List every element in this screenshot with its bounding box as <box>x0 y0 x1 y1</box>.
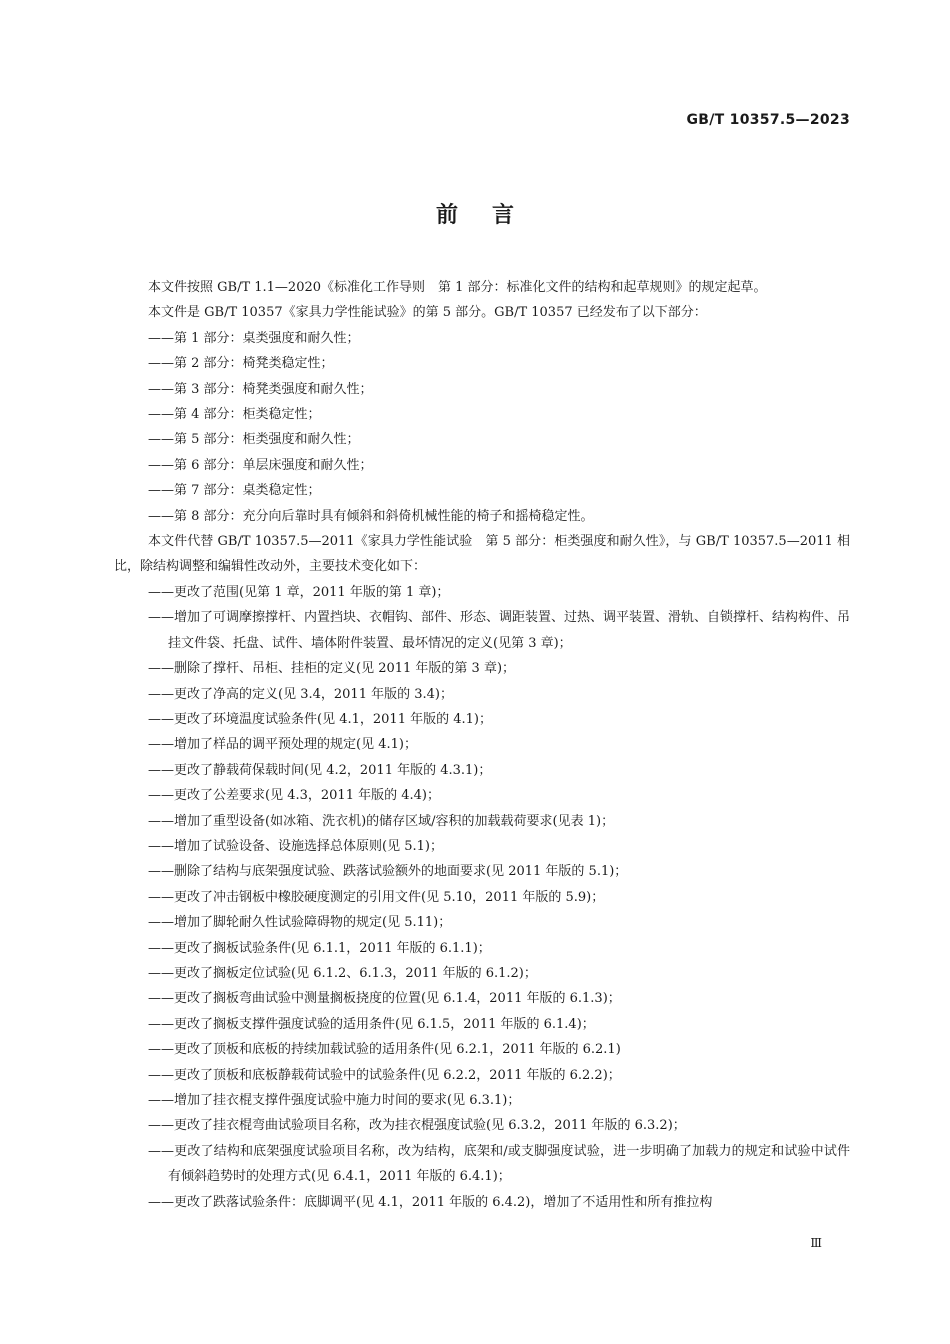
list-item: ——第 2 部分：椅凳类稳定性； <box>148 356 334 372</box>
paragraph-drafting-rules: 本文件按照 GB/T 1.1—2020《标准化工作导则 第 1 部分：标准化文件的结构和起草规则》的规定起草。 <box>148 280 767 295</box>
list-item: ——第 6 部分：单层床强度和耐久性； <box>148 457 373 473</box>
list-item: ——增加了脚轮耐久性试验障碍物的规定(见 5.11)； <box>148 915 452 931</box>
list-item: ——删除了撑杆、吊柜、挂柜的定义(见 2011 年版的第 3 章)； <box>148 661 516 677</box>
list-item: ——增加了挂衣棍支撑件强度试验中施力时间的要求(见 6.3.1)； <box>148 1093 521 1108</box>
list-item: ——更改了环境温度试验条件(见 4.1，2011 年版的 4.1)； <box>148 711 492 727</box>
list-item: ——更改了顶板和底板的持续加载试验的适用条件(见 6.2.1，2011 年版的 6.2.1) <box>148 1042 621 1058</box>
parts-list <box>114 326 850 529</box>
list-item: ——更改了静载荷保载时间(见 4.2，2011 年版的 4.3.1)； <box>148 762 492 778</box>
document-body <box>114 275 850 1215</box>
list-item: ——第 5 部分：柜类强度和耐久性； <box>148 432 360 448</box>
list-item: ——更改了跌落试验条件：底脚调平(见 4.1，2011 年版的 6.4.2)，增加了不适用性和所有推拉构 <box>148 1194 713 1210</box>
list-item: ——更改了范围(见第 1 章，2011 年版的第 1 章)； <box>148 584 450 600</box>
list-item: ——第 4 部分：柜类稳定性； <box>148 407 321 423</box>
list-item: ——增加了重型设备(如冰箱、洗衣机)的储存区域/容积的加载载荷要求(见表 1)； <box>148 813 615 829</box>
page-title: 前言 <box>435 203 548 228</box>
changes-list <box>114 580 850 1215</box>
list-item: ——增加了样品的调平预处理的规定(见 4.1)； <box>148 737 417 753</box>
list-item: ——更改了净高的定义(见 3.4，2011 年版的 3.4)； <box>148 686 453 702</box>
list-item: ——更改了挂衣棍弯曲试验项目名称，改为挂衣棍强度试验(见 6.3.2，2011 年版的 6.3.2)； <box>148 1118 686 1134</box>
standard-number: GB/T 10357.5—2023 <box>686 112 850 128</box>
list-item: ——更改了搁板弯曲试验中测量搁板挠度的位置(见 6.1.4，2011 年版的 6.1.3)； <box>148 991 621 1007</box>
list-item: ——更改了搁板定位试验(见 6.1.2、6.1.3，2011 年版的 6.1.2)； <box>148 965 537 981</box>
list-item: ——增加了试验设备、设施选择总体原则(见 5.1)； <box>148 838 443 854</box>
paragraph-replacement: 本文件代替 GB/T 10357.5—2011《家具力学性能试验 第 5 部分：柜类强度和耐久性》，与 GB/T 10357.5—2011 相比，除结构调整和编辑性改动外，主要技术变化如下： <box>114 534 850 575</box>
list-item: ——第 1 部分：桌类强度和耐久性； <box>148 330 360 346</box>
page-number: Ⅲ <box>810 1236 822 1250</box>
paragraph-series-intro: 本文件是 GB/T 10357《家具力学性能试验》的第 5 部分。GB/T 10357 已经发布了以下部分： <box>148 305 707 321</box>
list-item: ——更改了顶板和底板静载荷试验中的试验条件(见 6.2.2，2011 年版的 6.2.2)； <box>148 1067 621 1083</box>
list-item: ——第 3 部分：椅凳类强度和耐久性； <box>148 381 373 397</box>
list-item: ——增加了可调摩擦撑杆、内置挡块、衣帽钩、部件、形态、调距装置、过热、调平装置、滑轨、自锁撑杆、结构构件、吊挂文件袋、托盘、试件、墙体附件装置、最坏情况的定义(见第 3 章)； <box>148 610 851 651</box>
list-item: ——更改了冲击钢板中橡胶硬度测定的引用文件(见 5.10，2011 年版的 5.9)； <box>148 889 605 905</box>
list-item: ——更改了结构和底架强度试验项目名称，改为结构，底架和/或支脚强度试验，进一步明确了加载力的规定和试验中试件有倾斜趋势时的处理方式(见 6.4.1，2011 年版的 6.4.1)； <box>148 1143 850 1185</box>
list-item: ——第 8 部分：充分向后靠时具有倾斜和斜倚机械性能的椅子和摇椅稳定性。 <box>148 508 594 524</box>
list-item: ——第 7 部分：桌类稳定性； <box>148 483 321 499</box>
list-item: ——更改了公差要求(见 4.3，2011 年版的 4.4)； <box>148 788 440 804</box>
list-item: ——更改了搁板试验条件(见 6.1.1，2011 年版的 6.1.1)； <box>148 940 491 956</box>
list-item: ——更改了搁板支撑件强度试验的适用条件(见 6.1.5，2011 年版的 6.1.4)； <box>148 1016 595 1032</box>
list-item: ——删除了结构与底架强度试验、跌落试验额外的地面要求(见 2011 年版的 5.1)； <box>148 864 628 880</box>
